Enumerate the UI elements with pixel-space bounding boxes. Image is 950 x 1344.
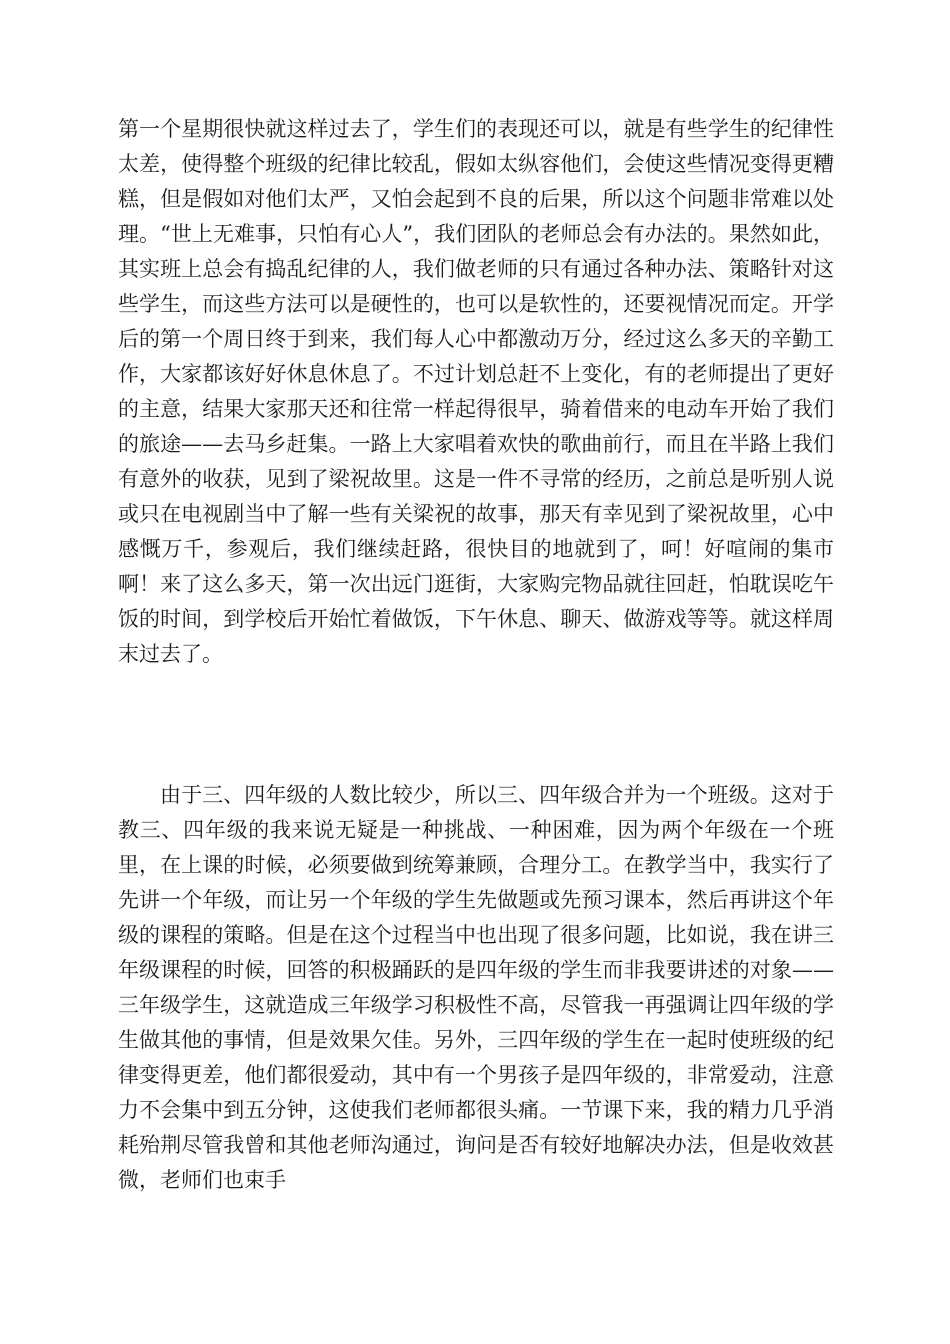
paragraph-text: 由于三、四年级的人数比较少，所以三、四年级合并为一个班级。这对于教三、四年级的我来说无疑是一种挑战、一种困难，因为两个年级在一个班里，在上课的时候，必须要做到统筹兼顾，合理分工。在教学当中，我实行了先讲一个年级，而让另一个年级的学生先做题或先预习课本，然后再讲这个年级的课程的策略。但是在这个过程当中也出现了很多问题，比如说，我在讲三年级课程的时候，回答的积极踊跃的是四年级的学生而非我要讲述的对象——三年级学生，这就造成三年级学习积极性不高，尽管我一再强调让四年级的学生做其他的事情，但是效果欠佳。另外，三四年级的学生在一起时使班级的纪律变得更差，他们都很爱动，其中有一个男孩子是四年级的，非常爱动，注意力不会集中到五分钟，这使我们老师都很头痛。一节课下来，我的精力几乎消耗殆荆尽管我曾和其他老师沟通过，询问是否有较好地解决办法，但是收效甚微，老师们也束手	[118, 783, 834, 1192]
paragraph-text: 第一个星期很快就这样过去了，学生们的表现还可以，就是有些学生的纪律性太差，使得整个班级的纪律比较乱，假如太纵容他们，会使这些情况变得更糟糕，但是假如对他们太严，又怕会起到不良的后果，所以这个问题非常难以处理。“世上无难事，只怕有心人”，我们团队的老师总会有办法的。果然如此，其实班上总会有捣乱纪律的人，我们做老师的只有通过各种办法、策略针对这些学生，而这些方法可以是硬性的，也可以是软性的，还要视情况而定。开学后的第一个周日终于到来，我们每人心中都激动万分，经过这么多天的辛勤工作，大家都该好好休息休息了。不过计划总赶不上变化，有的老师提出了更好的主意，结果大家那天还和往常一样起得很早，骑着借来的电动车开始了我们的旅途——去马乡赶集。一路上大家唱着欢快的歌曲前行，而且在半路上我们有意外的收获，见到了梁祝故里。这是一件不寻常的经历，之前总是听别人说或只在电视剧当中了解一些有关梁祝的故事，那天有幸见到了梁祝故里，心中感慨万千，参观后，我们继续赶路，很快目的地就到了，呵！好喧闹的集市啊！来了这么多天，第一次出远门逛街，大家购完物品就往回赶，怕耽误吃午饭的时间，到学校后开始忙着做饭，下午休息、聊天、做游戏等等。就这样周末过去了。	[118, 117, 834, 666]
paragraph-2	[118, 778, 834, 1198]
paragraph-1	[118, 112, 834, 672]
